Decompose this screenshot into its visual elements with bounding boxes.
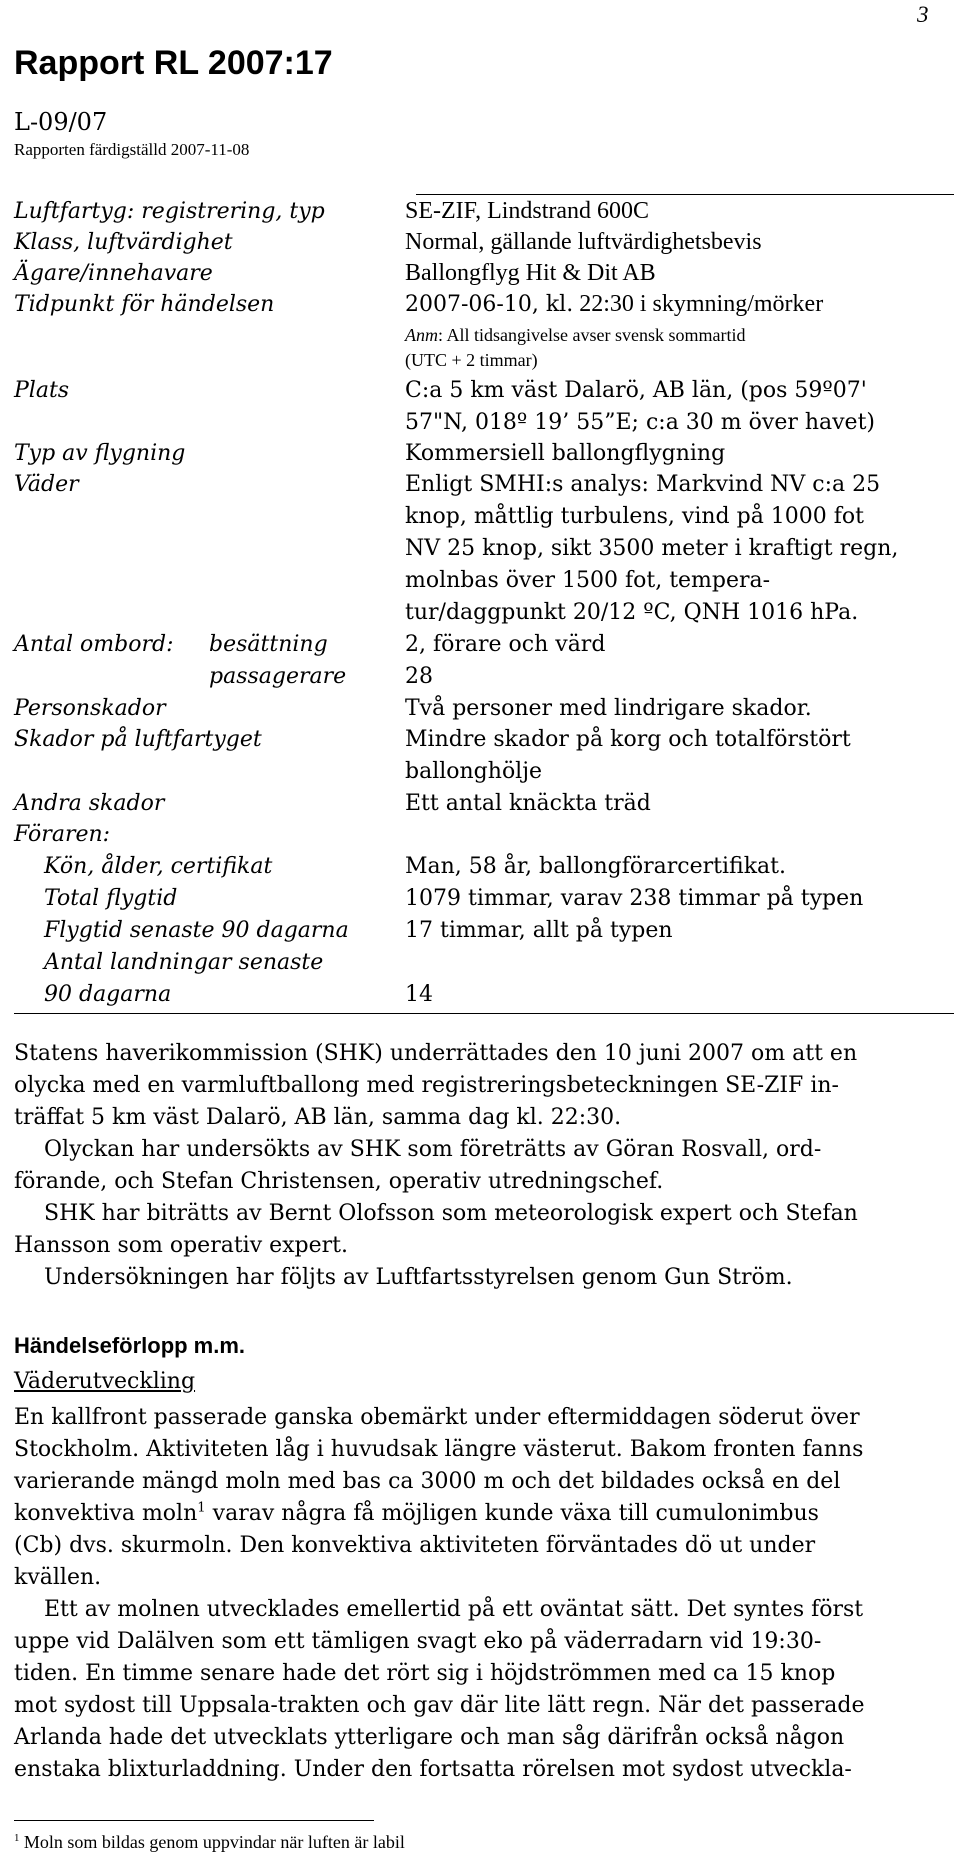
aircraft-label: Luftfartyg: registrering, typ	[14, 199, 325, 224]
intro-line: olycka med en varmluftballong med registreringsbeteckningen SE-ZIF in-	[14, 1073, 839, 1098]
report-title: Rapport RL 2007:17	[14, 44, 333, 82]
pilot-sex-value: Man, 58 år, ballongförarcertifikat.	[405, 854, 786, 879]
body-line: tiden. En timme senare hade det rört sig i höjdströmmen med ca 15 knop	[14, 1661, 836, 1686]
owner-label: Ägare/innehavare	[14, 261, 213, 286]
footnote-text: Moln som bildas genom uppvindar när luften är labil	[19, 1832, 405, 1852]
class-label: Klass, luftvärdighet	[14, 230, 233, 255]
facts-top-rule	[416, 194, 954, 195]
crew-value: 2, förare och värd	[405, 632, 606, 657]
body-line: konvektiva moln$^1$ varav några få möjligen kunde växa till cumulonimbus	[14, 1500, 819, 1526]
intro-line: Undersökningen har följts av Luftfartsstyrelsen genom Gun Ström.	[44, 1265, 793, 1290]
place-value-line1: C:a 5 km väst Dalarö, AB län, (pos 59º07'	[405, 378, 867, 403]
place-value-line2: 57"N, 018º 19’ 55”E; c:a 30 m över havet)	[405, 410, 876, 435]
passengers-label: passagerare	[209, 664, 347, 689]
owner-value: Ballongflyg Hit & Dit AB	[405, 260, 656, 286]
landings-label-line2: 90 dagarna	[44, 982, 172, 1007]
time-note-line2: (UTC + 2 timmar)	[405, 350, 538, 370]
page-number: 3	[917, 2, 929, 27]
body-line: (Cb) dvs. skurmoln. Den konvektiva aktiviteten förväntades dö ut under	[14, 1533, 816, 1558]
footnote-reference: 1	[197, 1500, 206, 1516]
weather-line: Enligt SMHI:s analys: Markvind NV c:a 25	[405, 472, 881, 497]
intro-line: Olyckan har undersökts av SHK som företrätts av Göran Rosvall, ord-	[44, 1137, 822, 1162]
body-line: uppe vid Dalälven som ett tämligen svagt eko på väderradarn vid 19:30-	[14, 1629, 822, 1654]
body-line: mot sydost till Uppsala-trakten och gav där lite lätt regn. När det passerade	[14, 1693, 865, 1718]
weather-label: Väder	[14, 472, 79, 497]
injuries-value: Två personer med lindrigare skador.	[405, 696, 812, 721]
intro-line: Statens haverikommission (SHK) underrättades den 10 juni 2007 om att en	[14, 1041, 858, 1066]
pilot-label: Föraren:	[14, 822, 111, 847]
class-value: Normal, gällande luftvärdighetsbevis	[405, 229, 762, 255]
weather-line: molnbas över 1500 fot, tempera-	[405, 568, 771, 593]
body-line: Ett av molnen utvecklades emellertid på ett oväntat sätt. Det syntes först	[44, 1597, 864, 1622]
facts-bottom-rule	[14, 1013, 954, 1014]
flight-type-label: Typ av flygning	[14, 441, 186, 466]
recent-time-label: Flygtid senaste 90 dagarna	[44, 918, 349, 943]
intro-line: förande, och Stefan Christensen, operativ utredningschef.	[14, 1169, 664, 1194]
footnote-marker: 1	[14, 1832, 20, 1844]
weather-line: NV 25 knop, sikt 3500 meter i kraftigt regn,	[405, 536, 899, 561]
other-damage-value: Ett antal knäckta träd	[405, 791, 651, 816]
crew-label: besättning	[209, 632, 328, 657]
total-time-label: Total flygtid	[44, 886, 178, 911]
time-note-prefix: Anm	[405, 325, 438, 345]
section-heading: Händelseförlopp m.m.	[14, 1333, 246, 1358]
landings-value: 14	[405, 982, 433, 1007]
body-line: Arlanda hade det utvecklats ytterligare och man såg därifrån också någon	[14, 1725, 845, 1750]
time-note-line1: Anm: All tidsangivelse avser svensk sommartid	[405, 325, 746, 345]
intro-line: Hansson som operativ expert.	[14, 1233, 349, 1258]
recent-time-value: 17 timmar, allt på typen	[405, 918, 673, 943]
intro-line: SHK har biträtts av Bernt Olofsson som meteorologisk expert och Stefan	[44, 1201, 858, 1226]
report-completed-date: Rapporten färdigställd 2007-11-08	[14, 140, 250, 159]
damage-value-line2: ballonghölje	[405, 759, 543, 784]
weather-line: tur/daggpunkt 20/12 ºC, QNH 1016 hPa.	[405, 600, 859, 625]
other-damage-label: Andra skador	[14, 791, 165, 816]
time-value-date: 2007-06-10, kl.	[405, 292, 574, 317]
intro-line: träffat 5 km väst Dalarö, AB län, samma dag kl. 22:30.	[14, 1105, 622, 1130]
damage-value-line1: Mindre skador på korg och totalförstört	[405, 727, 851, 752]
time-label: Tidpunkt för händelsen	[14, 292, 275, 317]
body-line: varierande mängd moln med bas ca 3000 m och det bildades också en del	[14, 1469, 841, 1494]
pilot-sex-label: Kön, ålder, certifikat	[44, 854, 273, 879]
body-line: En kallfront passerade ganska obemärkt under eftermiddagen söderut över	[14, 1405, 860, 1430]
footnote-rule	[14, 1820, 374, 1821]
body-line: enstaka blixturladdning. Under den fortsatta rörelsen mot sydost utveckla-	[14, 1757, 852, 1782]
body-line: Stockholm. Aktiviteten låg i huvudsak längre västerut. Bakom fronten fanns	[14, 1437, 864, 1462]
damage-label: Skador på luftfartyget	[14, 727, 262, 752]
time-value-rest: 22:30 i skymning/mörker	[573, 291, 824, 317]
total-time-value: 1079 timmar, varav 238 timmar på typen	[405, 886, 864, 911]
onboard-label: Antal ombord:	[14, 632, 174, 657]
body-line: kvällen.	[14, 1565, 102, 1590]
injuries-label: Personskador	[14, 696, 166, 721]
report-number: L-09/07	[14, 108, 108, 136]
aircraft-value: SE-ZIF, Lindstrand 600C	[405, 198, 650, 224]
footnote	[14, 1832, 405, 1853]
landings-label-line1: Antal landningar senaste	[44, 950, 324, 975]
passengers-value: 28	[405, 664, 433, 689]
flight-type-value: Kommersiell ballongflygning	[405, 441, 726, 466]
section-subheading: Väderutveckling	[14, 1369, 196, 1394]
place-label: Plats	[14, 378, 70, 403]
time-value	[405, 291, 823, 318]
weather-line: knop, måttlig turbulens, vind på 1000 fot	[405, 504, 865, 529]
